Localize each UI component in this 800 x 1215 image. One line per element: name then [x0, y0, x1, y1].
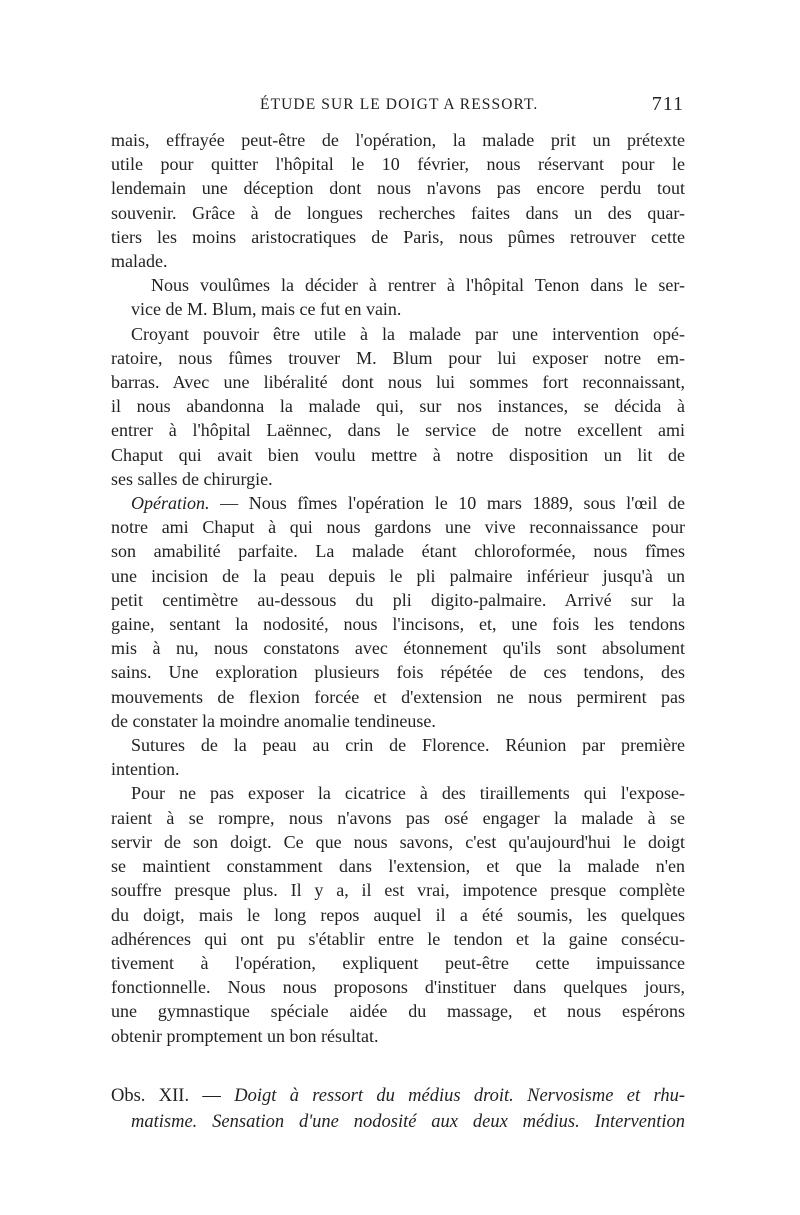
text-line: Croyant pouvoir être utile à la malade par une intervention opé-	[131, 323, 685, 344]
text-line: Sutures de la peau au crin de Florence. Réunion par première	[131, 735, 685, 756]
paragraph	[111, 273, 685, 321]
page-header	[110, 93, 684, 123]
text-line: une incision de la peau depuis le pli palmaire inférieur jusqu'à un	[111, 565, 685, 586]
text-line: Pour ne pas exposer la cicatrice à des tiraillements qui l'expose-	[131, 783, 685, 804]
text-line: adhérences qui ont pu s'établir entre le tendon et la gaine consécu-	[111, 928, 685, 949]
text-line: entrer à l'hôpital Laënnec, dans le service de notre excellent ami	[111, 420, 685, 441]
observation-heading	[111, 1083, 685, 1135]
paragraph	[111, 128, 685, 273]
text-line	[111, 1083, 685, 1109]
text-line: obtenir promptement un bon résultat.	[111, 1025, 379, 1046]
text-line: une gymnastique spéciale aidée du massage, et nous espérons	[111, 1001, 685, 1022]
text-line: barras. Avec une libéralité dont nous lui sommes fort reconnaissant,	[111, 372, 685, 393]
text-line: notre ami Chaput à qui nous gardons une vive reconnaissance pour	[111, 517, 685, 538]
observation-title: Doigt à ressort du médius droit. Nervosisme et rhu-	[234, 1086, 685, 1106]
section-lead: Opération.	[131, 493, 210, 514]
text-line: servir de son doigt. Ce que nous savons, c'est qu'aujourd'hui le doigt	[111, 831, 685, 852]
text-line: utile pour quitter l'hôpital le 10 février, nous réservant pour le	[111, 154, 685, 175]
text-line: tiers les moins aristocratiques de Paris, nous pûmes retrouver cette	[111, 226, 685, 247]
body-text	[111, 128, 685, 1048]
text-line: vice de M. Blum, mais ce fut en vain.	[131, 299, 402, 320]
text-line: tivement à l'opération, expliquent peut-être cette impuissance	[111, 952, 685, 973]
running-title: ÉTUDE SUR LE DOIGT A RESSORT.	[260, 96, 539, 113]
text-line: du doigt, mais le long repos auquel il a été soumis, les quelques	[111, 904, 685, 925]
text-line: se maintient constamment dans l'extension, et que la malade n'en	[111, 856, 685, 877]
paragraph	[111, 733, 685, 781]
text-line: petit centimètre au-dessous du pli digito-palmaire. Arrivé sur la	[111, 589, 685, 610]
text-line: lendemain une déception dont nous n'avons pas encore perdu tout	[111, 178, 685, 199]
text-line: raient à se rompre, nous n'avons pas osé engager la malade à se	[111, 807, 685, 828]
text-line: souvenir. Grâce à de longues recherches faites dans un des quar-	[111, 202, 685, 223]
text-line: Chaput qui avait bien voulu mettre à notre disposition un lit de	[111, 444, 685, 465]
text-line: gaine, sentant la nodosité, nous l'incisons, et, une fois les tendons	[111, 614, 685, 635]
text-fragment: — Nous fîmes l'opération le 10 mars 1889, sous l'œil de	[209, 493, 685, 514]
paragraph	[111, 322, 685, 491]
text-line: ses salles de chirurgie.	[111, 468, 273, 489]
text-line: malade.	[111, 251, 168, 272]
paragraph	[111, 491, 685, 733]
text-line: il nous abandonna la malade qui, sur nos instances, se décida à	[111, 396, 685, 417]
text-line: de constater la moindre anomalie tendineuse.	[111, 710, 436, 731]
text-line: son amabilité parfaite. La malade étant chloroformée, nous fîmes	[111, 541, 685, 562]
text-line: mouvements de flexion forcée et d'extension ne nous permirent pas	[111, 686, 685, 707]
text-line	[111, 491, 685, 515]
text-line: matisme. Sensation d'une nodosité aux deux médius. Intervention	[131, 1112, 685, 1132]
text-line: ratoire, nous fûmes trouver M. Blum pour lui exposer notre em-	[111, 347, 685, 368]
text-line: intention.	[111, 759, 180, 780]
text-line: souffre presque plus. Il y a, il est vrai, impotence presque complète	[111, 880, 685, 901]
text-line: mis à nu, nous constatons avec étonnement qu'ils sont absolument	[111, 638, 685, 659]
observation-label: Obs. XII. —	[111, 1086, 221, 1106]
text-line: fonctionnelle. Nous nous proposons d'instituer dans quelques jours,	[111, 977, 685, 998]
page-number: 711	[651, 93, 684, 115]
text-line: Nous voulûmes la décider à rentrer à l'hôpital Tenon dans le ser-	[151, 275, 685, 296]
text-line: mais, effrayée peut-être de l'opération, la malade prit un prétexte	[111, 130, 685, 150]
text-line: sains. Une exploration plusieurs fois répétée de ces tendons, des	[111, 662, 685, 683]
paragraph	[111, 781, 685, 1047]
